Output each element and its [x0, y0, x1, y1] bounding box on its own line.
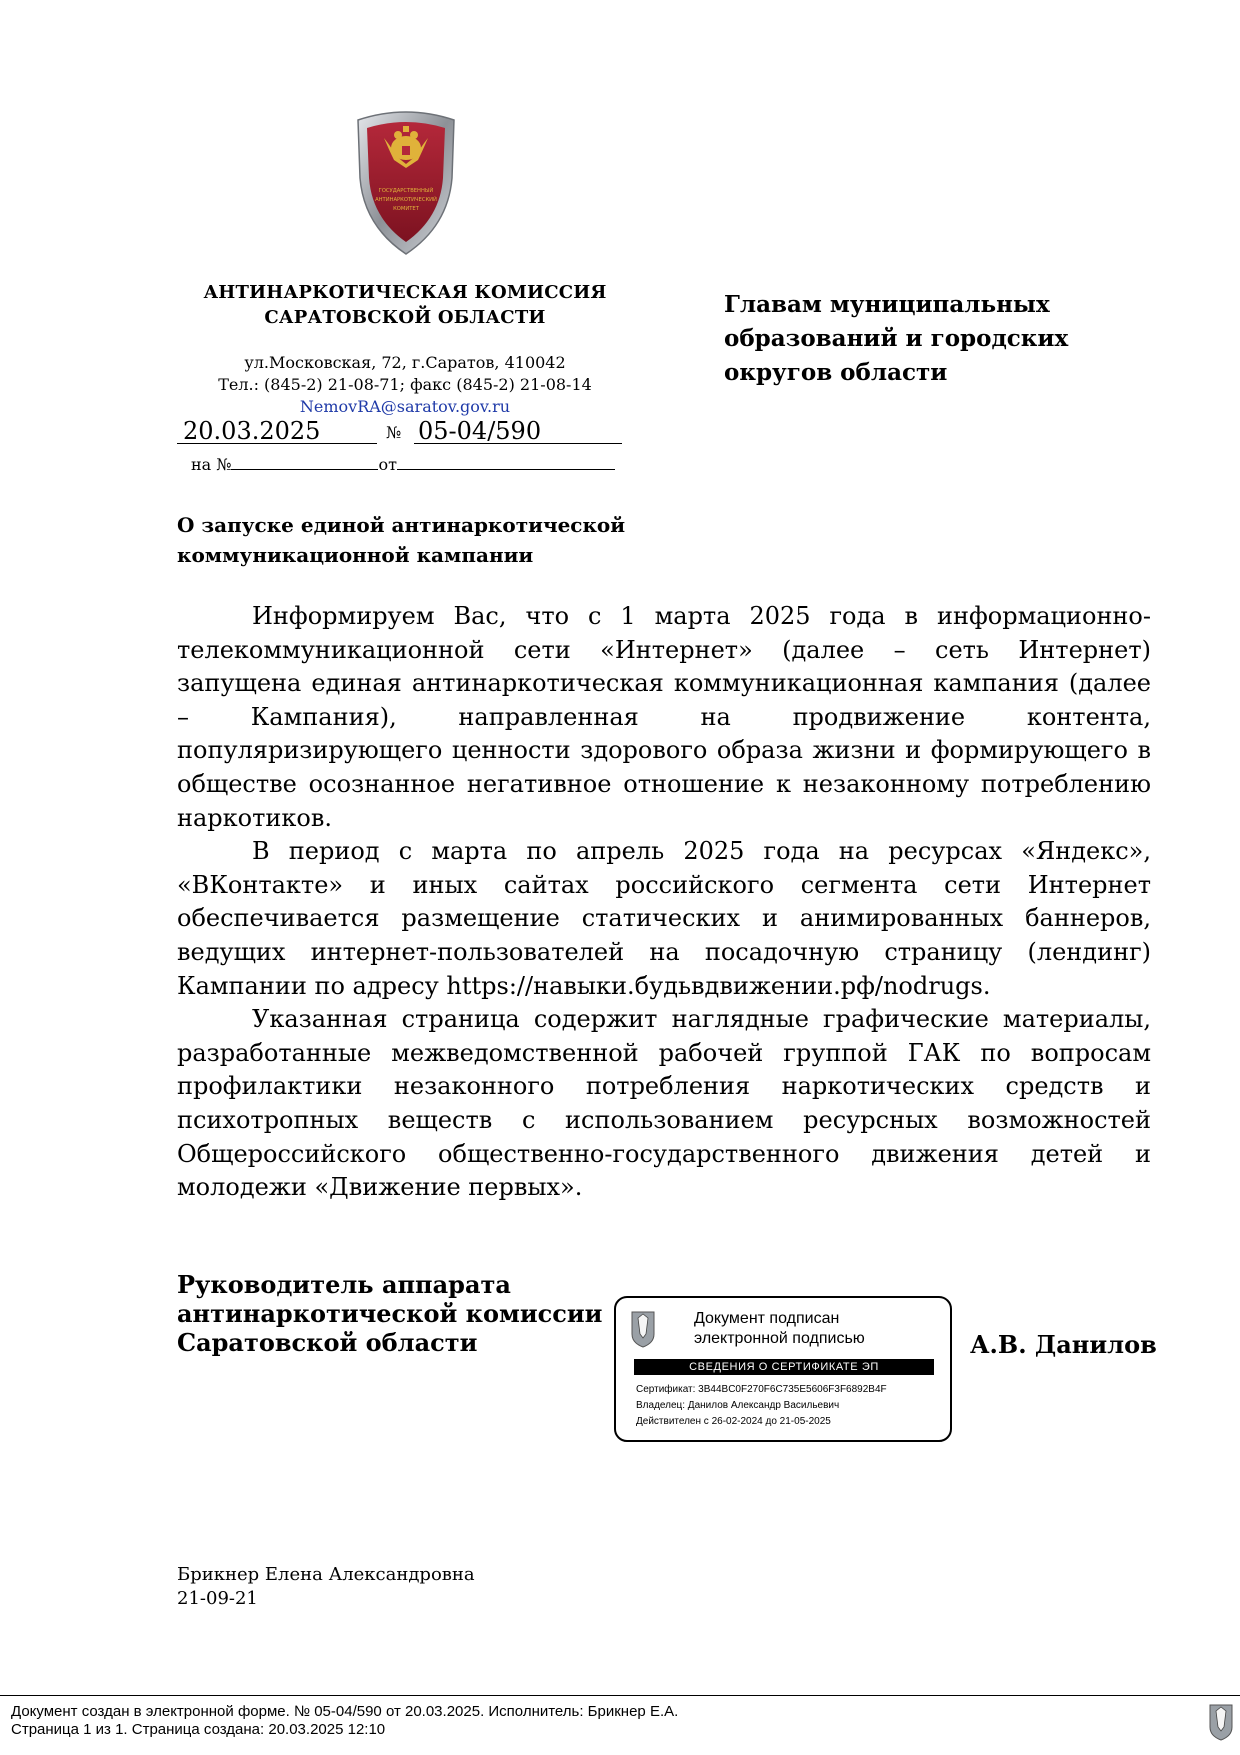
- registration-line: [177, 417, 627, 447]
- signatory-position: [177, 1270, 617, 1357]
- sender-org-line-1: АНТИНАРКОТИЧЕСКАЯ КОМИССИЯ: [203, 282, 607, 303]
- emblem-text-1: ГОСУДАРСТВЕННЫЙ: [378, 188, 434, 194]
- footer-line-1: Документ создан в электронной форме. № 05-04/590 от 20.03.2025. Исполнитель: Брикнер Е.А.: [11, 1703, 679, 1720]
- executor-name: Брикнер Елена Александровна: [177, 1564, 475, 1585]
- position-line-2: антинаркотической комиссии: [177, 1299, 603, 1328]
- sender-email[interactable]: [180, 395, 630, 418]
- stamp-certificate-bar: СВЕДЕНИЯ О СЕРТИФИКАТЕ ЭП: [634, 1359, 934, 1375]
- addressee-line-1: Главам муниципальных: [724, 291, 1050, 318]
- sender-phone: Тел.: (845-2) 21-08-71; факс (845-2) 21-08-14: [218, 375, 592, 394]
- subject-line-1: О запуске единой антинаркотической: [177, 513, 626, 537]
- antidrug-committee-emblem: [352, 108, 460, 258]
- position-line-3: Саратовской области: [177, 1328, 478, 1357]
- subject-line-2: коммуникационной кампании: [177, 543, 534, 567]
- footer-line-2: Страница 1 из 1. Страница создана: 20.03.2025 12:10: [11, 1721, 386, 1738]
- subject: [177, 510, 647, 570]
- body-paragraph-1: Информируем Вас, что с 1 марта 2025 года в информационно-телекоммуникационной сети «Интернет» (далее – сеть Интернет) запущена единая антинаркотическая коммуникационная кампания (далее – Кампания), направленная на продвижение контента, популяризирующего ценности здорового образа жизни и формирующего в обществе осознанное негативное отношение к незаконному потреблению наркотиков.: [177, 602, 1151, 832]
- registration-number: 05-04/590: [418, 417, 542, 445]
- registration-number-label: №: [386, 423, 402, 442]
- saratov-crest-icon: [630, 1308, 656, 1348]
- sender-email-link[interactable]: NemovRA@saratov.gov.ru: [299, 397, 511, 416]
- stamp-certificate: Сертификат: 3B44BC0F270F6C735E5606F3F6892B4F: [636, 1384, 887, 1395]
- stamp-title: [694, 1309, 865, 1349]
- registration-date: 20.03.2025: [183, 417, 321, 445]
- addressee: [724, 288, 1084, 390]
- sender-org-line-2: САРАТОВСКОЙ ОБЛАСТИ: [264, 307, 546, 328]
- body-paragraph-2: В период с марта по апрель 2025 года на ресурсах «Яндекс», «ВКонтакте» и иных сайтах российского сегмента сети Интернет обеспечивается размещение статических и анимированных баннеров, ведущих интернет-пользователей на посадочную страницу (лендинг) Кампании по адресу https://навыки.будьвдвижении.рф/nodrugs.: [177, 837, 1151, 1000]
- position-line-1: Руководитель аппарата: [177, 1270, 511, 1299]
- stamp-owner: Владелец: Данилов Александр Васильевич: [636, 1400, 840, 1411]
- stamp-line-2: электронной подписью: [694, 1330, 865, 1347]
- addressee-line-3: округов области: [724, 359, 948, 386]
- reference-line: [191, 455, 615, 474]
- sender-address: ул.Московская, 72, г.Саратов, 410042: [244, 353, 566, 372]
- saratov-crest-icon: [1208, 1701, 1234, 1741]
- signer-name: А.В. Данилов: [970, 1330, 1157, 1359]
- reference-from-label: от: [378, 455, 397, 474]
- executor-phone: 21-09-21: [177, 1588, 258, 1609]
- executor: [177, 1563, 475, 1611]
- emblem-text-3: КОМИТЕТ: [393, 206, 419, 212]
- stamp-validity: Действителен с 26-02-2024 до 21-05-2025: [636, 1416, 831, 1427]
- emblem-text-2: АНТИНАРКОТИЧЕСКИЙ: [375, 197, 437, 203]
- letter-body: [177, 600, 1151, 1205]
- reference-number-label: на №: [191, 455, 232, 474]
- footer-divider: [0, 1695, 1240, 1696]
- electronic-signature-stamp: [614, 1296, 952, 1442]
- addressee-line-2: образований и городских: [724, 325, 1069, 352]
- footer: [11, 1703, 678, 1739]
- body-paragraph-3: Указанная страница содержит наглядные графические материалы, разработанные межведомственной рабочей группой ГАК по вопросам профилактики незаконного потребления наркотических средств и психотропных веществ с использованием ресурсных возможностей Общероссийского общественно-государственного движения детей и молодежи «Движение первых».: [177, 1005, 1151, 1202]
- stamp-line-1: Документ подписан: [694, 1310, 840, 1327]
